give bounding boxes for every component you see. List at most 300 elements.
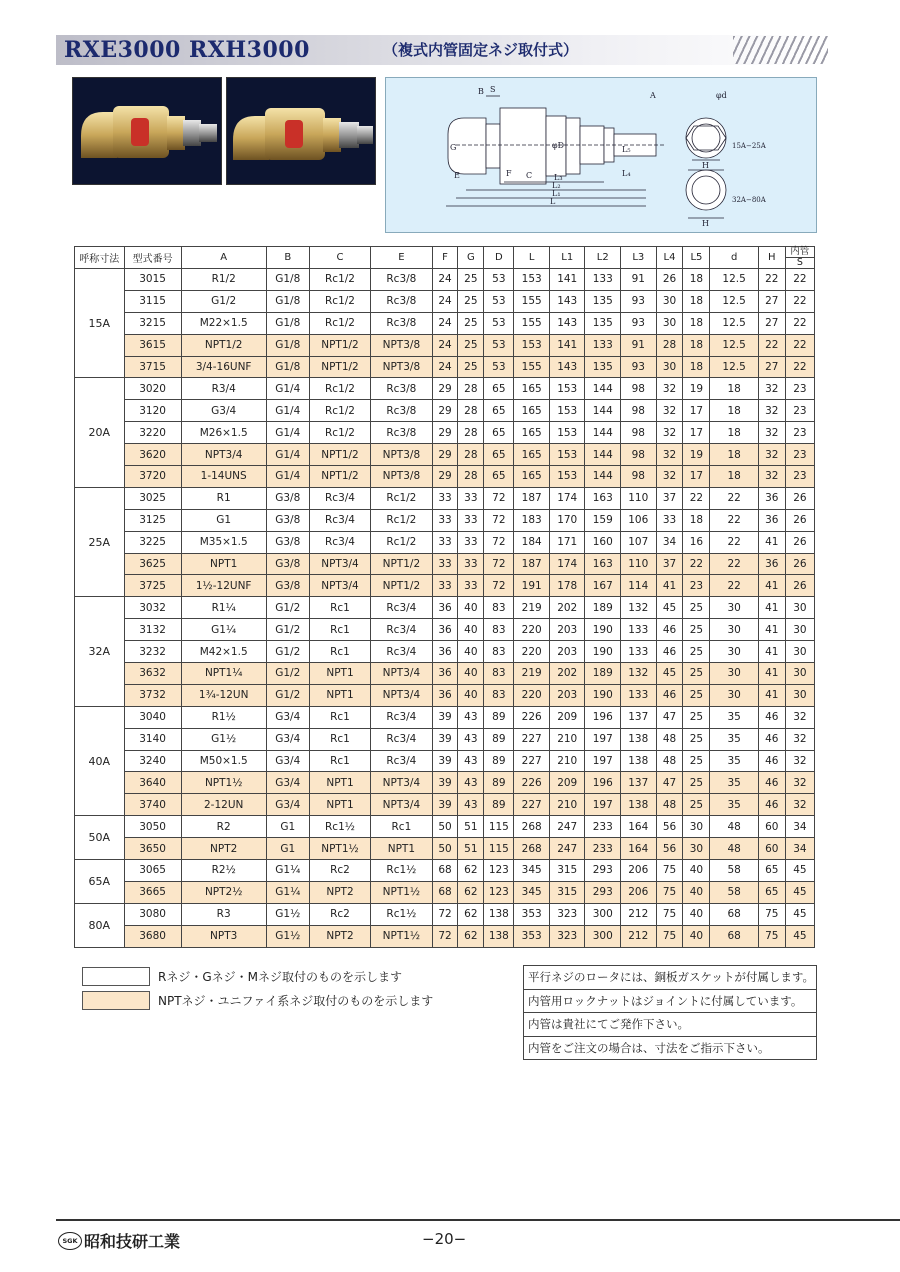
dimension-cell: 247 — [549, 838, 585, 860]
dimension-cell: 212 — [621, 903, 657, 925]
thread-cell-c: NPT1/2 — [309, 356, 370, 378]
dimension-cell: 300 — [585, 925, 621, 947]
dimension-cell: 137 — [621, 706, 657, 728]
legend-swatch-white — [82, 967, 150, 986]
dimension-cell: 159 — [585, 509, 621, 531]
dimension-cell: 210 — [549, 728, 585, 750]
dimension-cell: 98 — [621, 444, 657, 466]
diagram-label-l4: L₄ — [622, 169, 631, 178]
thread-cell-c: Rc3/4 — [309, 487, 370, 509]
legend-text-white: Rネジ・Gネジ・Mネジ取付のものを示します — [158, 970, 402, 984]
dimension-cell: 12.5 — [710, 312, 758, 334]
dimension-cell: 18 — [683, 509, 710, 531]
dimension-cell: 72 — [484, 531, 514, 553]
dimension-cell: 171 — [549, 531, 585, 553]
dimension-cell: 48 — [710, 816, 758, 838]
thread-cell-c: NPT1 — [309, 794, 370, 816]
column-header-bottom: S — [786, 257, 814, 268]
legend-swatch-orange — [82, 991, 150, 1010]
dimension-cell: 45 — [656, 663, 683, 685]
table-row — [75, 903, 815, 925]
dimension-cell: 165 — [514, 444, 550, 466]
dimension-cell: 32 — [785, 772, 814, 794]
model-number-cell: 3680 — [124, 925, 181, 947]
dimension-cell: 190 — [585, 641, 621, 663]
note-item: 平行ネジのロータには、銅板ガスケットが付属します。 — [524, 966, 816, 990]
thread-cell-e: NPT3/4 — [371, 663, 432, 685]
dimension-cell: 62 — [458, 925, 484, 947]
dimension-cell: 30 — [656, 312, 683, 334]
thread-cell-a: G1 — [181, 509, 266, 531]
dimension-cell: 68 — [710, 925, 758, 947]
dimension-cell: 33 — [458, 487, 484, 509]
thread-cell-b: G1/2 — [266, 684, 309, 706]
thread-cell-b: G3/8 — [266, 487, 309, 509]
column-header: L1 — [549, 247, 585, 269]
thread-cell-a: M35×1.5 — [181, 531, 266, 553]
dimension-cell: 62 — [458, 881, 484, 903]
dimension-cell: 33 — [432, 509, 458, 531]
dimension-cell: 48 — [710, 838, 758, 860]
dimension-cell: 353 — [514, 903, 550, 925]
thread-cell-c: Rc1 — [309, 750, 370, 772]
thread-cell-b: G1/4 — [266, 444, 309, 466]
thread-cell-e: NPT1/2 — [371, 553, 432, 575]
dimension-cell: 30 — [785, 597, 814, 619]
model-number-cell: 3065 — [124, 860, 181, 882]
dimension-cell: 24 — [432, 334, 458, 356]
dimension-cell: 40 — [458, 597, 484, 619]
dimension-cell: 25 — [458, 334, 484, 356]
thread-cell-a: R1¼ — [181, 597, 266, 619]
dimension-cell: 22 — [785, 290, 814, 312]
thread-cell-a: 1½-12UNF — [181, 575, 266, 597]
dimension-cell: 35 — [710, 750, 758, 772]
dimension-cell: 91 — [621, 334, 657, 356]
dimension-cell: 315 — [549, 860, 585, 882]
nominal-size-cell: 65A — [75, 860, 125, 904]
dimension-cell: 33 — [432, 487, 458, 509]
dimension-cell: 187 — [514, 553, 550, 575]
thread-cell-a: M22×1.5 — [181, 312, 266, 334]
thread-cell-c: NPT3/4 — [309, 553, 370, 575]
dimension-cell: 29 — [432, 422, 458, 444]
column-header: G — [458, 247, 484, 269]
model-number-cell: 3125 — [124, 509, 181, 531]
dimension-cell: 72 — [432, 903, 458, 925]
dimension-cell: 178 — [549, 575, 585, 597]
thread-cell-b: G3/4 — [266, 794, 309, 816]
dimension-cell: 18 — [710, 378, 758, 400]
thread-cell-b: G1/4 — [266, 400, 309, 422]
thread-cell-e: Rc3/8 — [371, 422, 432, 444]
thread-cell-c: Rc1/2 — [309, 422, 370, 444]
thread-cell-c: Rc1/2 — [309, 378, 370, 400]
dimension-cell: 89 — [484, 706, 514, 728]
model-number-cell: 3020 — [124, 378, 181, 400]
dimension-cell: 110 — [621, 487, 657, 509]
dimension-cell: 83 — [484, 597, 514, 619]
dimension-cell: 220 — [514, 619, 550, 641]
dimension-cell: 75 — [656, 860, 683, 882]
dimension-cell: 33 — [656, 509, 683, 531]
dimension-cell: 18 — [683, 290, 710, 312]
thread-cell-e: Rc3/4 — [371, 728, 432, 750]
dimension-cell: 30 — [710, 619, 758, 641]
dimension-cell: 144 — [585, 400, 621, 422]
dimension-cell: 155 — [514, 290, 550, 312]
diagram-label-e: E — [454, 171, 460, 180]
thread-cell-a: NPT1 — [181, 553, 266, 575]
dimension-cell: 32 — [758, 400, 785, 422]
dimension-cell: 17 — [683, 466, 710, 488]
model-number-cell: 3715 — [124, 356, 181, 378]
dimension-cell: 83 — [484, 619, 514, 641]
dimension-cell: 41 — [758, 597, 785, 619]
thread-cell-b: G1/2 — [266, 663, 309, 685]
thread-cell-e: Rc3/4 — [371, 706, 432, 728]
table-row — [75, 378, 815, 400]
dimension-cell: 30 — [683, 838, 710, 860]
table-row — [75, 575, 815, 597]
dimension-cell: 29 — [432, 378, 458, 400]
thread-cell-a: G3/4 — [181, 400, 266, 422]
dimension-cell: 23 — [785, 378, 814, 400]
dimension-cell: 83 — [484, 663, 514, 685]
dimension-cell: 41 — [758, 663, 785, 685]
thread-cell-c: Rc1/2 — [309, 290, 370, 312]
dimension-cell: 30 — [683, 816, 710, 838]
dimension-cell: 133 — [585, 334, 621, 356]
dimension-cell: 23 — [683, 575, 710, 597]
dimension-cell: 247 — [549, 816, 585, 838]
dimension-cell: 165 — [514, 466, 550, 488]
dimension-cell: 46 — [656, 684, 683, 706]
dimension-cell: 18 — [710, 466, 758, 488]
thread-cell-e: Rc1½ — [371, 860, 432, 882]
dimension-cell: 18 — [710, 422, 758, 444]
thread-cell-b: G1/8 — [266, 269, 309, 291]
thread-cell-a: M42×1.5 — [181, 641, 266, 663]
dimension-cell: 220 — [514, 641, 550, 663]
dimension-cell: 24 — [432, 290, 458, 312]
dimension-cell: 153 — [514, 334, 550, 356]
page-subtitle: （複式内管固定ネジ取付式） — [383, 41, 579, 59]
dimension-cell: 153 — [549, 466, 585, 488]
thread-cell-c: NPT1 — [309, 772, 370, 794]
thread-cell-a: R2½ — [181, 860, 266, 882]
dimension-cell: 353 — [514, 925, 550, 947]
diagram-label-h-2: H — [702, 219, 709, 228]
dimension-cell: 33 — [458, 509, 484, 531]
dimension-cell: 30 — [710, 597, 758, 619]
dimension-cell: 53 — [484, 290, 514, 312]
diagram-label-g: G — [450, 143, 457, 152]
dimension-cell: 32 — [758, 466, 785, 488]
table-row — [75, 553, 815, 575]
model-number-cell: 3640 — [124, 772, 181, 794]
table-row — [75, 816, 815, 838]
nominal-size-cell: 40A — [75, 706, 125, 815]
dimension-cell: 40 — [683, 881, 710, 903]
dimension-cell: 30 — [785, 619, 814, 641]
thread-cell-b: G1/8 — [266, 312, 309, 334]
model-number-cell: 3232 — [124, 641, 181, 663]
dimension-cell: 43 — [458, 728, 484, 750]
column-header: L4 — [656, 247, 683, 269]
dimension-cell: 68 — [710, 903, 758, 925]
table-row — [75, 881, 815, 903]
diagram-label-a: A — [650, 91, 656, 100]
thread-cell-a: NPT3/4 — [181, 444, 266, 466]
model-number-cell: 3240 — [124, 750, 181, 772]
dimension-cell: 39 — [432, 794, 458, 816]
dimension-cell: 190 — [585, 619, 621, 641]
thread-cell-a: R3/4 — [181, 378, 266, 400]
dimension-cell: 203 — [549, 684, 585, 706]
dimension-cell: 35 — [710, 794, 758, 816]
dimension-cell: 163 — [585, 487, 621, 509]
thread-cell-c: Rc1/2 — [309, 400, 370, 422]
model-number-cell: 3040 — [124, 706, 181, 728]
dimension-cell: 160 — [585, 531, 621, 553]
dimension-cell: 22 — [683, 487, 710, 509]
dimension-cell: 98 — [621, 466, 657, 488]
thread-cell-a: M26×1.5 — [181, 422, 266, 444]
thread-cell-a: R2 — [181, 816, 266, 838]
model-number-cell: 3140 — [124, 728, 181, 750]
thread-cell-e: Rc1/2 — [371, 509, 432, 531]
dimension-cell: 22 — [758, 269, 785, 291]
dimension-cell: 23 — [785, 400, 814, 422]
dimension-cell: 22 — [710, 553, 758, 575]
dimension-cell: 29 — [432, 400, 458, 422]
footer-rule — [56, 1219, 900, 1221]
dimension-cell: 206 — [621, 881, 657, 903]
diagram-label-size-small: 15A−25A — [732, 142, 766, 150]
dimension-cell: 36 — [432, 619, 458, 641]
thread-cell-b: G3/8 — [266, 509, 309, 531]
dimension-cell: 68 — [432, 860, 458, 882]
dimension-cell: 25 — [683, 772, 710, 794]
dimension-cell: 29 — [432, 444, 458, 466]
dimension-cell: 19 — [683, 444, 710, 466]
dimension-cell: 106 — [621, 509, 657, 531]
diagram-label-l1: L₁ — [552, 189, 561, 198]
table-row — [75, 663, 815, 685]
dimension-cell: 28 — [458, 444, 484, 466]
table-row — [75, 706, 815, 728]
dimension-cell: 53 — [484, 334, 514, 356]
thread-cell-b: G1 — [266, 816, 309, 838]
dimension-cell: 37 — [656, 487, 683, 509]
thread-cell-a: NPT3 — [181, 925, 266, 947]
dimension-cell: 323 — [549, 925, 585, 947]
dimension-cell: 45 — [785, 860, 814, 882]
nominal-size-cell: 20A — [75, 378, 125, 487]
thread-cell-b: G1 — [266, 838, 309, 860]
column-header: H — [758, 247, 785, 269]
dimension-cell: 137 — [621, 772, 657, 794]
dimension-cell: 22 — [785, 312, 814, 334]
thread-cell-b: G3/8 — [266, 531, 309, 553]
thread-cell-e: NPT3/4 — [371, 684, 432, 706]
table-row — [75, 269, 815, 291]
dimension-cell: 30 — [710, 641, 758, 663]
dimension-cell: 98 — [621, 400, 657, 422]
table-row — [75, 794, 815, 816]
dimension-cell: 22 — [710, 575, 758, 597]
thread-cell-c: Rc3/4 — [309, 509, 370, 531]
column-header: A — [181, 247, 266, 269]
dimension-cell: 83 — [484, 641, 514, 663]
dimension-cell: 72 — [484, 487, 514, 509]
model-number-cell: 3632 — [124, 663, 181, 685]
dimension-cell: 32 — [656, 378, 683, 400]
model-number-cell: 3215 — [124, 312, 181, 334]
dimension-cell: 170 — [549, 509, 585, 531]
dimension-cell: 323 — [549, 903, 585, 925]
thread-cell-a: 1¾-12UN — [181, 684, 266, 706]
dimension-cell: 65 — [484, 400, 514, 422]
column-header: F — [432, 247, 458, 269]
dimension-cell: 65 — [484, 466, 514, 488]
dimension-cell: 36 — [432, 684, 458, 706]
dimension-cell: 24 — [432, 356, 458, 378]
dimension-cell: 46 — [656, 619, 683, 641]
thread-cell-e: Rc3/8 — [371, 312, 432, 334]
dimension-diagram — [385, 77, 817, 233]
dimension-cell: 46 — [656, 641, 683, 663]
model-number-cell: 3115 — [124, 290, 181, 312]
dimension-cell: 53 — [484, 269, 514, 291]
dimension-cell: 233 — [585, 838, 621, 860]
dimension-cell: 36 — [432, 641, 458, 663]
dimension-cell: 110 — [621, 553, 657, 575]
column-header: 型式番号 — [124, 247, 181, 269]
dimension-cell: 12.5 — [710, 356, 758, 378]
thread-cell-a: G1/2 — [181, 290, 266, 312]
dimension-cell: 114 — [621, 575, 657, 597]
dimension-cell: 144 — [585, 444, 621, 466]
dimension-cell: 153 — [549, 378, 585, 400]
thread-cell-e: NPT1½ — [371, 881, 432, 903]
dimension-cell: 40 — [458, 619, 484, 641]
dimension-cell: 46 — [758, 750, 785, 772]
dimension-cell: 58 — [710, 860, 758, 882]
table-row — [75, 444, 815, 466]
page-number: −20− — [422, 1230, 467, 1248]
dimension-cell: 72 — [484, 575, 514, 597]
dimension-cell: 23 — [785, 466, 814, 488]
dimension-cell: 40 — [458, 641, 484, 663]
dimension-cell: 27 — [758, 290, 785, 312]
dimension-cell: 25 — [683, 619, 710, 641]
dimension-cell: 12.5 — [710, 269, 758, 291]
diagram-label-l3: L₃ — [554, 173, 563, 182]
dimension-cell: 167 — [585, 575, 621, 597]
dimension-cell: 345 — [514, 860, 550, 882]
dimension-cell: 26 — [785, 575, 814, 597]
dimension-cell: 43 — [458, 772, 484, 794]
dimension-cell: 46 — [758, 794, 785, 816]
dimension-cell: 60 — [758, 838, 785, 860]
dimension-cell: 33 — [432, 531, 458, 553]
dimension-cell: 89 — [484, 772, 514, 794]
dimension-cell: 40 — [683, 925, 710, 947]
dimension-cell: 32 — [785, 750, 814, 772]
dimension-cell: 51 — [458, 816, 484, 838]
dimension-cell: 75 — [656, 903, 683, 925]
dimension-cell: 37 — [656, 553, 683, 575]
thread-cell-c: Rc1/2 — [309, 269, 370, 291]
column-header: E — [371, 247, 432, 269]
thread-cell-a: NPT2½ — [181, 881, 266, 903]
thread-cell-a: R1 — [181, 487, 266, 509]
dimension-cell: 89 — [484, 728, 514, 750]
dimension-cell: 41 — [758, 531, 785, 553]
thread-cell-b: G1/4 — [266, 422, 309, 444]
dimension-cell: 219 — [514, 663, 550, 685]
dimension-cell: 174 — [549, 553, 585, 575]
dimension-cell: 41 — [656, 575, 683, 597]
dimension-cell: 107 — [621, 531, 657, 553]
table-row — [75, 772, 815, 794]
dimension-cell: 25 — [683, 641, 710, 663]
dimension-cell: 197 — [585, 794, 621, 816]
dimension-cell: 39 — [432, 750, 458, 772]
dimension-cell: 41 — [758, 575, 785, 597]
dimension-cell: 75 — [758, 925, 785, 947]
model-number-cell: 3225 — [124, 531, 181, 553]
dimension-cell: 155 — [514, 356, 550, 378]
dimension-cell: 345 — [514, 881, 550, 903]
product-photo-rxh — [226, 77, 376, 185]
thread-cell-c: Rc1 — [309, 597, 370, 619]
thread-cell-e: NPT3/8 — [371, 334, 432, 356]
dimension-cell: 32 — [785, 728, 814, 750]
note-item: 内管をご注文の場合は、寸法をご指示下さい。 — [528, 1040, 770, 1055]
dimension-cell: 226 — [514, 772, 550, 794]
column-header: L — [514, 247, 550, 269]
thread-cell-c: Rc1½ — [309, 816, 370, 838]
thread-cell-c: NPT1 — [309, 663, 370, 685]
dimension-cell: 93 — [621, 312, 657, 334]
dimension-cell: 143 — [549, 290, 585, 312]
nominal-size-cell: 50A — [75, 816, 125, 860]
dimension-cell: 91 — [621, 269, 657, 291]
dimension-cell: 41 — [758, 684, 785, 706]
thread-cell-a: M50×1.5 — [181, 750, 266, 772]
thread-cell-e: NPT3/8 — [371, 466, 432, 488]
thread-cell-b: G1/8 — [266, 356, 309, 378]
table-row — [75, 466, 815, 488]
dimension-cell: 28 — [458, 400, 484, 422]
thread-cell-a: NPT1¼ — [181, 663, 266, 685]
dimension-cell: 48 — [656, 728, 683, 750]
dimension-cell: 30 — [656, 290, 683, 312]
thread-cell-c: Rc1 — [309, 728, 370, 750]
dimension-cell: 27 — [758, 356, 785, 378]
thread-cell-c: NPT1/2 — [309, 444, 370, 466]
thread-cell-b: G1¼ — [266, 881, 309, 903]
thread-cell-e: Rc1½ — [371, 903, 432, 925]
dimension-cell: 36 — [758, 509, 785, 531]
dimension-cell: 34 — [785, 838, 814, 860]
dimension-cell: 203 — [549, 641, 585, 663]
dimension-cell: 135 — [585, 312, 621, 334]
spec-table — [74, 246, 815, 948]
